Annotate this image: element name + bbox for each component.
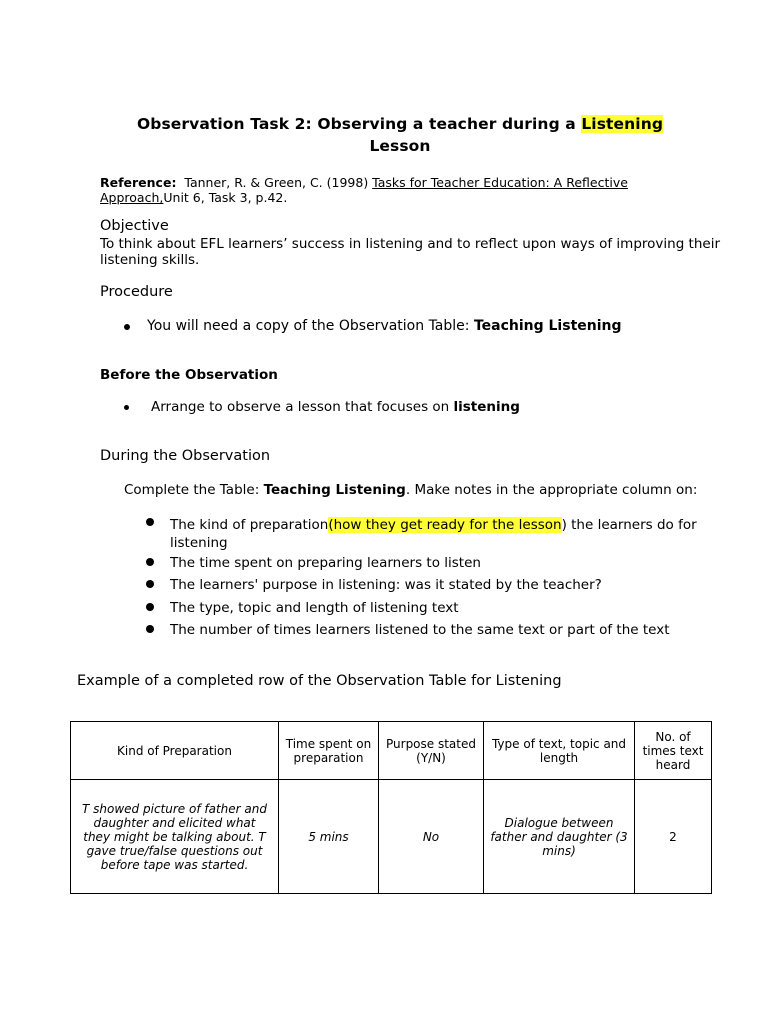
procedure-bullet-bold: Teaching Listening bbox=[473, 318, 622, 334]
observation-table bbox=[70, 721, 712, 894]
example-heading: Example of a completed row of the Observation Table for Listening bbox=[77, 673, 562, 689]
bullet-icon bbox=[146, 518, 154, 526]
during-item-3: The learners' purpose in listening: was it stated by the teacher? bbox=[170, 577, 602, 593]
title-highlight: Listening bbox=[581, 115, 664, 133]
table-header-cell: Type of text, topic and length bbox=[484, 722, 635, 780]
before-bullet-text: Arrange to observe a lesson that focuses on bbox=[151, 399, 454, 415]
table-cell: 5 mins bbox=[279, 780, 379, 894]
title-prefix: Observation Task 2: Observing a teacher during a bbox=[136, 115, 582, 133]
title-line2: Lesson bbox=[369, 137, 431, 155]
procedure-bullet bbox=[147, 318, 622, 334]
reference bbox=[100, 175, 700, 205]
during-heading: During the Observation bbox=[100, 448, 271, 464]
objective-text: To think about EFL learners’ success in listening and to reflect upon ways of improving their listening skills. bbox=[100, 236, 721, 268]
during-item-2: The time spent on preparing learners to listen bbox=[170, 555, 481, 571]
during-item-1 bbox=[170, 516, 710, 552]
table-row bbox=[71, 780, 712, 894]
during-intro-suffix: . Make notes in the appropriate column on: bbox=[405, 482, 698, 498]
bullet-icon bbox=[146, 558, 154, 566]
table-header-cell: Time spent on preparation bbox=[279, 722, 379, 780]
bullet-icon bbox=[146, 580, 154, 588]
before-bullet-bold: listening bbox=[453, 399, 520, 415]
bullet-icon bbox=[124, 324, 130, 330]
during-item-1-suffix: ) the learners do for listening bbox=[170, 517, 697, 551]
during-item-4: The type, topic and length of listening text bbox=[170, 600, 459, 616]
during-item-5: The number of times learners listened to the same text or part of the text bbox=[170, 622, 670, 638]
during-intro-bold: Teaching Listening bbox=[263, 482, 406, 498]
table-cell: No bbox=[379, 780, 484, 894]
bullet-icon bbox=[146, 603, 154, 611]
bullet-icon bbox=[124, 405, 129, 410]
reference-book-title: Tasks for Teacher Education: A Reflective Approach, bbox=[100, 175, 628, 205]
procedure-bullet-text: You will need a copy of the Observation Table: bbox=[147, 318, 474, 334]
reference-authors: Tanner, R. & Green, C. (1998) bbox=[176, 175, 373, 190]
reference-label: Reference: bbox=[100, 175, 177, 190]
table-header-cell: Purpose stated (Y/N) bbox=[379, 722, 484, 780]
during-item-1-highlight: (how they get ready for the lesson bbox=[328, 517, 562, 533]
reference-rest: Unit 6, Task 3, p.42. bbox=[163, 190, 288, 205]
table-header-cell: Kind of Preparation bbox=[71, 722, 279, 780]
table-cell: Dialogue between father and daughter (3 mins) bbox=[484, 780, 635, 894]
before-heading: Before the Observation bbox=[100, 367, 278, 383]
table-cell: 2 bbox=[635, 780, 712, 894]
document-title bbox=[60, 113, 740, 157]
during-item-1-text: The kind of preparation bbox=[170, 517, 329, 533]
before-bullet bbox=[151, 399, 520, 415]
during-intro bbox=[124, 482, 714, 498]
objective-heading: Objective bbox=[100, 218, 169, 234]
table-cell: T showed picture of father and daughter and elicited what they might be talking about. T gave true/false questions out before tape was started. bbox=[71, 780, 279, 894]
procedure-heading: Procedure bbox=[100, 284, 173, 300]
table-header-row bbox=[71, 722, 712, 780]
bullet-icon bbox=[146, 625, 154, 633]
during-intro-text: Complete the Table: bbox=[124, 482, 264, 498]
table-header-cell: No. of times text heard bbox=[635, 722, 712, 780]
